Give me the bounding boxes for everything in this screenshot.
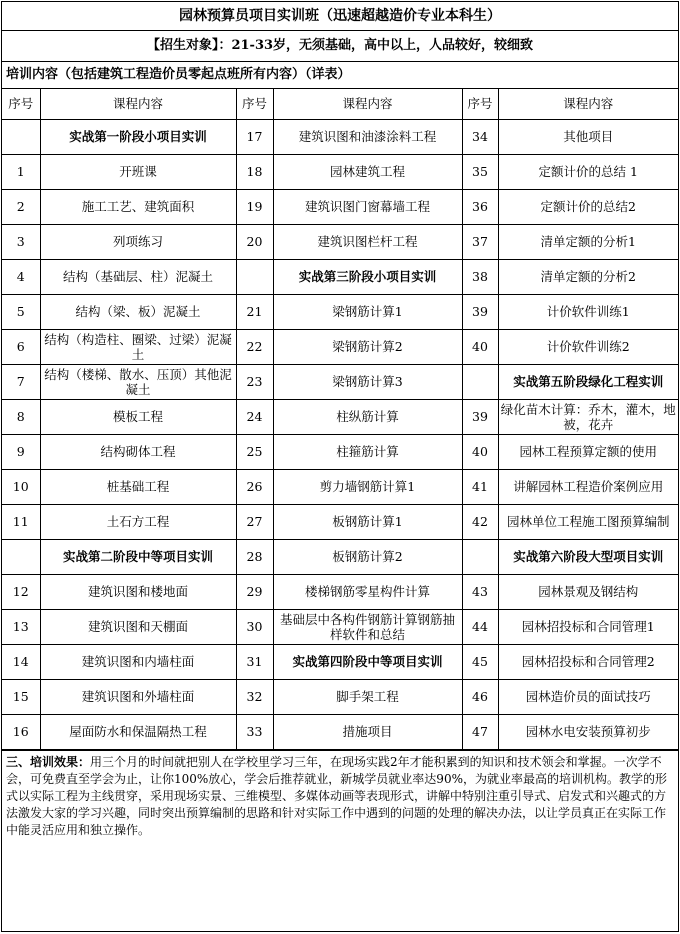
stage-heading: 实战第二阶段中等项目实训 (40, 539, 236, 574)
course-number: 24 (236, 399, 273, 434)
course-number: 11 (2, 504, 40, 539)
course-number: 9 (2, 434, 40, 469)
course-number: 37 (462, 224, 498, 259)
table-row (2, 329, 678, 364)
course-number: 36 (462, 189, 498, 224)
course-number: 31 (236, 644, 273, 679)
course-name: 板钢筋计算2 (273, 539, 462, 574)
course-number: 47 (462, 714, 498, 749)
table-row (2, 714, 678, 749)
course-name: 结构（楼梯、散水、压顶）其他泥凝土 (40, 364, 236, 399)
course-number (462, 364, 498, 399)
course-number: 42 (462, 504, 498, 539)
course-name: 讲解园林工程造价案例应用 (498, 469, 678, 504)
course-number: 33 (236, 714, 273, 749)
table-row (2, 119, 678, 154)
course-name: 其他项目 (498, 119, 678, 154)
course-number: 38 (462, 259, 498, 294)
table-row (2, 574, 678, 609)
course-table (2, 89, 678, 750)
course-number: 23 (236, 364, 273, 399)
course-number: 40 (462, 434, 498, 469)
course-number: 29 (236, 574, 273, 609)
course-name: 梁钢筋计算3 (273, 364, 462, 399)
table-row (2, 364, 678, 399)
course-document (1, 1, 679, 932)
course-number: 25 (236, 434, 273, 469)
course-name: 定额计价的总结2 (498, 189, 678, 224)
header-seq: 序号 (462, 89, 498, 119)
course-number: 35 (462, 154, 498, 189)
enrollment-line: 【招生对象】：21-33岁，无须基础，高中以上，人品较好，较细致 (2, 31, 678, 62)
course-name: 建筑识图栏杆工程 (273, 224, 462, 259)
course-name: 园林水电安装预算初步 (498, 714, 678, 749)
course-name: 措施项目 (273, 714, 462, 749)
course-name: 清单定额的分析1 (498, 224, 678, 259)
course-number: 10 (2, 469, 40, 504)
course-number: 39 (462, 294, 498, 329)
stage-heading: 实战第四阶段中等项目实训 (273, 644, 462, 679)
course-number: 30 (236, 609, 273, 644)
course-name: 计价软件训练1 (498, 294, 678, 329)
training-effect-label: 三、培训效果： (6, 754, 91, 769)
course-number: 20 (236, 224, 273, 259)
stage-heading: 实战第五阶段绿化工程实训 (498, 364, 678, 399)
course-name: 施工工艺、建筑面积 (40, 189, 236, 224)
course-name: 园林单位工程施工图预算编制 (498, 504, 678, 539)
course-name: 板钢筋计算1 (273, 504, 462, 539)
course-number: 26 (236, 469, 273, 504)
table-row (2, 539, 678, 574)
course-number: 39 (462, 399, 498, 434)
course-number (236, 259, 273, 294)
table-header-row (2, 89, 678, 119)
course-number: 13 (2, 609, 40, 644)
table-row (2, 434, 678, 469)
course-name: 绿化苗木计算：乔木，灌木，地被，花卉 (498, 399, 678, 434)
course-number: 27 (236, 504, 273, 539)
course-name: 园林招投标和合同管理1 (498, 609, 678, 644)
header-seq: 序号 (2, 89, 40, 119)
table-row (2, 644, 678, 679)
table-row (2, 189, 678, 224)
course-name: 建筑识图和天棚面 (40, 609, 236, 644)
course-name: 建筑识图和油漆涂料工程 (273, 119, 462, 154)
course-number: 16 (2, 714, 40, 749)
course-number: 3 (2, 224, 40, 259)
course-name: 建筑识图和楼地面 (40, 574, 236, 609)
course-name: 列项练习 (40, 224, 236, 259)
course-number: 32 (236, 679, 273, 714)
course-number: 14 (2, 644, 40, 679)
course-number: 18 (236, 154, 273, 189)
course-number: 34 (462, 119, 498, 154)
course-name: 园林景观及钢结构 (498, 574, 678, 609)
course-number: 28 (236, 539, 273, 574)
course-name: 结构砌体工程 (40, 434, 236, 469)
header-course: 课程内容 (498, 89, 678, 119)
course-number (2, 539, 40, 574)
course-number: 5 (2, 294, 40, 329)
course-number: 1 (2, 154, 40, 189)
course-name: 园林建筑工程 (273, 154, 462, 189)
course-number: 21 (236, 294, 273, 329)
stage-heading: 实战第三阶段小项目实训 (273, 259, 462, 294)
course-number: 43 (462, 574, 498, 609)
table-row (2, 609, 678, 644)
course-name: 结构（构造柱、圈梁、过梁）泥凝土 (40, 329, 236, 364)
header-course: 课程内容 (273, 89, 462, 119)
course-number: 41 (462, 469, 498, 504)
course-name: 结构（梁、板）泥凝土 (40, 294, 236, 329)
course-name: 剪力墙钢筋计算1 (273, 469, 462, 504)
header-course: 课程内容 (40, 89, 236, 119)
course-name: 脚手架工程 (273, 679, 462, 714)
course-number: 17 (236, 119, 273, 154)
course-name: 模板工程 (40, 399, 236, 434)
course-name: 建筑识图和外墙柱面 (40, 679, 236, 714)
course-name: 园林工程预算定额的使用 (498, 434, 678, 469)
course-name: 柱纵筋计算 (273, 399, 462, 434)
course-name: 建筑识图和内墙柱面 (40, 644, 236, 679)
course-number: 4 (2, 259, 40, 294)
course-number: 19 (236, 189, 273, 224)
course-name: 柱箍筋计算 (273, 434, 462, 469)
course-number (462, 539, 498, 574)
course-name: 定额计价的总结 1 (498, 154, 678, 189)
course-name: 园林造价员的面试技巧 (498, 679, 678, 714)
table-row (2, 259, 678, 294)
table-row (2, 679, 678, 714)
course-number: 22 (236, 329, 273, 364)
course-number: 12 (2, 574, 40, 609)
course-name: 开班课 (40, 154, 236, 189)
course-number: 40 (462, 329, 498, 364)
course-name: 基础层中各构件钢筋计算钢筋抽样软件和总结 (273, 609, 462, 644)
course-number (2, 119, 40, 154)
course-name: 建筑识图门窗幕墙工程 (273, 189, 462, 224)
training-effect (2, 750, 678, 842)
course-number: 2 (2, 189, 40, 224)
content-heading: 培训内容（包括建筑工程造价员零起点班所有内容）（详表） (2, 62, 678, 89)
course-name: 梁钢筋计算1 (273, 294, 462, 329)
course-name: 园林招投标和合同管理2 (498, 644, 678, 679)
table-row (2, 399, 678, 434)
course-number: 8 (2, 399, 40, 434)
course-number: 6 (2, 329, 40, 364)
table-row (2, 469, 678, 504)
stage-heading: 实战第六阶段大型项目实训 (498, 539, 678, 574)
course-number: 44 (462, 609, 498, 644)
course-name: 土石方工程 (40, 504, 236, 539)
course-name: 计价软件训练2 (498, 329, 678, 364)
course-number: 46 (462, 679, 498, 714)
course-name: 清单定额的分析2 (498, 259, 678, 294)
course-name: 梁钢筋计算2 (273, 329, 462, 364)
course-number: 15 (2, 679, 40, 714)
course-number: 45 (462, 644, 498, 679)
table-row (2, 154, 678, 189)
header-seq: 序号 (236, 89, 273, 119)
course-name: 结构（基础层、柱）泥凝土 (40, 259, 236, 294)
course-name: 楼梯钢筋零星构件计算 (273, 574, 462, 609)
course-name: 桩基础工程 (40, 469, 236, 504)
stage-heading: 实战第一阶段小项目实训 (40, 119, 236, 154)
table-row (2, 224, 678, 259)
document-title: 园林预算员项目实训班（迅速超越造价专业本科生） (2, 2, 678, 31)
course-name: 屋面防水和保温隔热工程 (40, 714, 236, 749)
training-effect-text: 用三个月的时间就把别人在学校里学习三年，在现场实践2年才能积累到的知识和技术领会和掌握。一次学不会，可免费直至学会为止，让你100%放心，学会后推荐就业，新城学员就业率达90%，为就业率最高的培训机构。教学的形式以实际工程为主线贯穿，采用现场实景、三维模型、多媒体动画等表现形式，讲解中特别注重引导式、启发式和兴趣式的方法激发大家的学习兴趣，同时突出预算编制的思路和针对实际工作中遇到的问题的处理的解决办法，以让学员真正在实际工作中能灵活应用和独立操作。 (6, 754, 667, 837)
table-row (2, 504, 678, 539)
table-row (2, 294, 678, 329)
course-number: 7 (2, 364, 40, 399)
